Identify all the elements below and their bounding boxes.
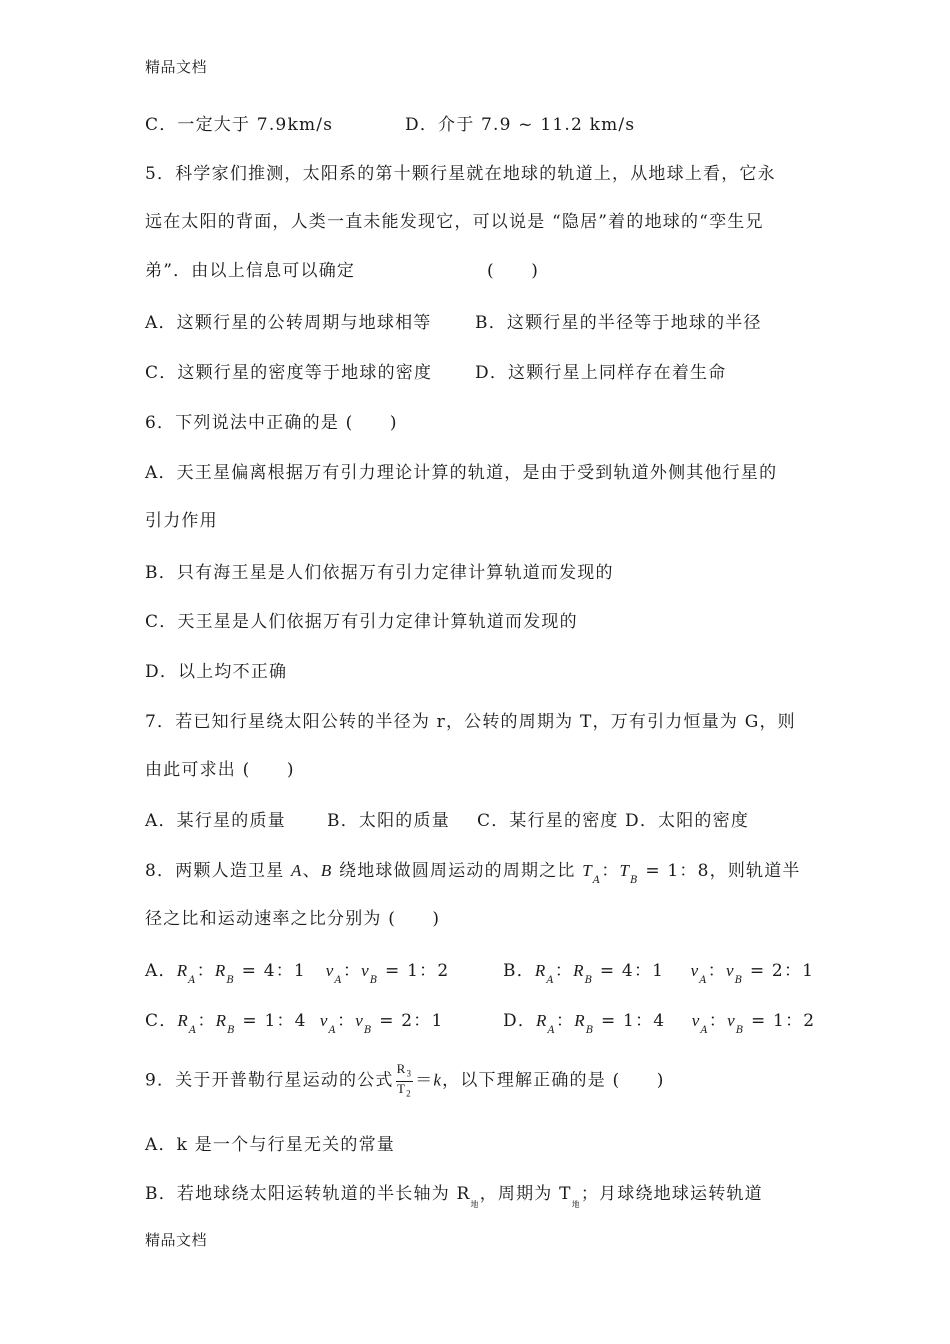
q9-equals: ＝ (415, 1070, 434, 1091)
q7-option-c: C．某行星的密度 (477, 811, 619, 831)
q5-option-c: C．这颗行星的密度等于地球的密度 (145, 363, 433, 383)
q8-subscript-a: A (592, 875, 602, 886)
q8-option-b: B．$R_A$：$R_B = 4$：1 $v_A$：$v_B = 2$：1 (503, 961, 815, 986)
q9-option-b (145, 1183, 763, 1208)
q7-stem-line-1: 7．若已知行星绕太阳公转的半径为 r，公转的周期为 T，万有引力恒量为 G，则 (145, 712, 796, 732)
q9-option-a: A．k 是一个与行星无关的常量 (145, 1135, 395, 1155)
q8-period-symbol-a: T (582, 861, 593, 880)
q9-stem-suffix: ，以下理解正确的是 ( ) (442, 1070, 665, 1091)
q8-stem-line-1 (145, 860, 801, 885)
q7-option-a: A．某行星的质量 (145, 811, 286, 831)
q9-stem-prefix: 9．关于开普勒行星运动的公式 (145, 1070, 394, 1091)
q9-earth-subscript-t: 地 (571, 1200, 581, 1209)
q4-option-c: C．一定大于 7.9km/s (145, 115, 334, 135)
q7-option-d: D．太阳的密度 (625, 811, 750, 831)
q9-fraction-denominator: $T_2$ (396, 1080, 412, 1099)
q8-option-d: D．$R_A$：$R_B = 1$：4 $v_A$：$v_B = 1$：2 (503, 1011, 816, 1036)
q8-ratio-tail: = 1：8，则轨道半 (638, 861, 801, 881)
q5-stem-text: 弟”．由以上信息可以确定 (145, 261, 356, 281)
q7-stem-line-2: 由此可求出 ( ) (145, 760, 295, 780)
q5-option-b: B．这颗行星的半径等于地球的半径 (475, 313, 762, 333)
q9-constant-k: k (433, 1070, 443, 1090)
q6-option-b: B．只有海王星是人们依据万有引力定律计算轨道而发现的 (145, 563, 614, 583)
q5-stem-line-2: 远在太阳的背面，人类一直未能发现它，可以说是 “隐居”着的地球的“孪生兄 (145, 212, 764, 232)
q8-stem-prefix: 8．两颗人造卫星 (145, 861, 292, 881)
q5-option-d: D．这颗行星上同样存在着生命 (475, 363, 727, 383)
header-watermark: 精品文档 (145, 58, 208, 76)
q5-stem-line-1: 5．科学家们推测，太阳系的第十颗行星就在地球的轨道上，从地球上看，它永 (145, 164, 776, 184)
q8-period-symbol-b: T (619, 861, 631, 880)
q9-stem (145, 1062, 665, 1100)
q9-kepler-fraction (396, 1062, 414, 1100)
q5-option-a: A．这颗行星的公转周期与地球相等 (145, 313, 432, 333)
footer-watermark: 精品文档 (145, 1231, 208, 1249)
q9-fraction-numerator: $R_3$ (396, 1062, 414, 1082)
q9-earth-subscript-r: 地 (470, 1200, 480, 1209)
q9-option-b-suffix: ；月球绕地球运转轨道 (580, 1184, 763, 1204)
q8-option-a: A．$R_A$：$R_B = 4$：1 $v_A$：$v_B = 1$：2 (145, 961, 450, 986)
q8-satellite-a: A (291, 861, 303, 880)
q8-colon: ： (601, 861, 620, 881)
q8-stem-middle: 绕地球做圆周运动的周期之比 (332, 861, 583, 881)
q8-option-c: C．$R_A$：$R_B = 1$：4 $v_A$：$v_B = 2$：1 (145, 1011, 444, 1036)
q6-option-c: C．天王星是人们依据万有引力定律计算轨道而发现的 (145, 612, 578, 632)
q9-option-b-prefix: B．若地球绕太阳运转轨道的半长轴为 R (145, 1184, 471, 1204)
q6-option-a-line-2: 引力作用 (145, 511, 218, 531)
q8-subscript-b: B (630, 875, 639, 886)
q6-stem: 6．下列说法中正确的是 ( ) (145, 413, 398, 433)
q7-option-b: B．太阳的质量 (327, 811, 450, 831)
q6-option-a-line-1: A．天王星偏离根据万有引力理论计算的轨道，是由于受到轨道外侧其他行星的 (145, 463, 778, 483)
q4-option-d: D．介于 7.9 ~ 11.2 km/s (405, 115, 636, 135)
q6-option-d: D．以上均不正确 (145, 662, 288, 682)
q9-option-b-middle: ，周期为 T (479, 1184, 572, 1204)
q8-separator: 、 (302, 861, 321, 881)
q5-answer-paren: ( ) (487, 261, 540, 281)
q8-satellite-b: B (320, 861, 333, 880)
q8-stem-line-2: 径之比和运动速率之比分别为 ( ) (145, 909, 441, 929)
